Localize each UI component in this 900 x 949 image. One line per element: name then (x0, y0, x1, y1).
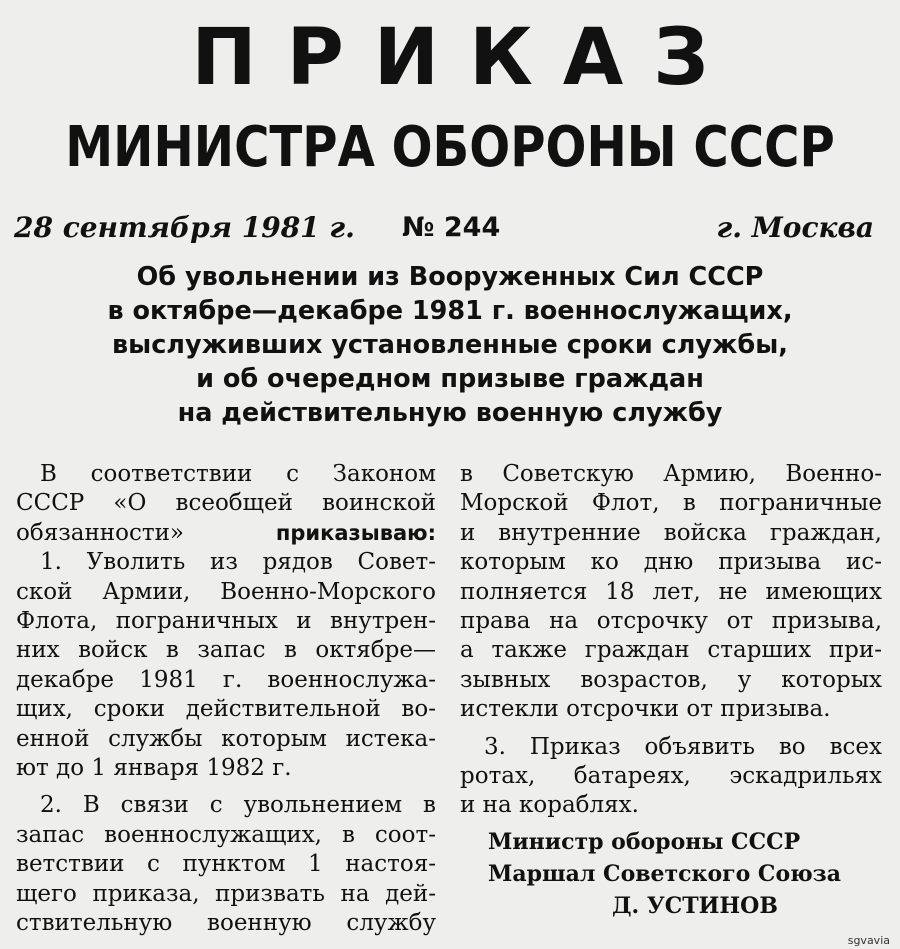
text-line: полняется 18 лет, не имеющих (460, 578, 882, 605)
paragraph-2 (16, 791, 436, 938)
text-line: ской Армии, Военно-Морского (16, 578, 436, 605)
text-line: енной службы которым истека- (16, 725, 436, 752)
text-line: СССР «О всеобщей воинской (16, 490, 436, 517)
intro-tail: обязанности» (16, 519, 184, 546)
order-city: г. Москва (716, 211, 874, 244)
text-line: истекли отсрочки от призыва. (460, 696, 831, 723)
intro-order-word: приказываю: (275, 520, 436, 545)
text-line: 1. Уволить из рядов Совет- (40, 549, 436, 576)
signature-rank: Маршал Советского Союза (488, 861, 841, 887)
text-line: Флота, пограничных и внутрен- (16, 608, 436, 635)
text-line: декабре 1981 г. военнослужа- (16, 666, 436, 693)
text-line: запас военнослужащих, в соот- (16, 821, 436, 848)
dateline (14, 206, 874, 250)
text-line (16, 519, 436, 548)
heading-line: Об увольнении из Вооруженных Сил СССР (136, 262, 764, 292)
order-date: 28 сентября 1981 г. (14, 211, 355, 244)
order-title: ПРИКАЗ (191, 13, 739, 103)
watermark: sgvavia (847, 934, 890, 947)
text-line: а также граждан старших при- (460, 637, 882, 664)
text-line: и внутренние войска граждан, (460, 519, 882, 546)
signature-title: Министр обороны СССР (488, 829, 801, 855)
intro-paragraph (16, 460, 436, 548)
heading-line: в октябре—декабре 1981 г. военнослужащих, (107, 296, 793, 326)
text-line: которым ко дню призыва ис- (460, 549, 882, 576)
text-line: 3. Приказ объявить во всех (484, 733, 882, 760)
order-subtitle: МИНИСТРА ОБОРОНЫ СССР (65, 115, 835, 180)
signature-block (488, 826, 888, 922)
text-line: и на кораблях. (460, 792, 639, 819)
text-line: щего приказа, призвать на дей- (16, 880, 436, 907)
text-line: ствительную военную службу (16, 910, 436, 937)
text-line: в Советскую Армию, Военно- (460, 461, 882, 487)
text-line: ветствии с пунктом 1 настоя- (16, 851, 436, 878)
text-line: В соответствии с Законом (40, 461, 436, 487)
paragraph-gap (460, 725, 882, 733)
text-line: ют до 1 января 1982 г. (16, 755, 292, 782)
paragraph-1 (16, 548, 436, 783)
heading-line: на действительную военную службу (177, 398, 723, 428)
paragraph-2-continued (460, 460, 882, 725)
text-line: 2. В связи с увольнением в (40, 792, 436, 819)
paragraph-3 (460, 733, 882, 821)
body-column-left (16, 460, 436, 939)
text-line: щих, сроки действительной во- (16, 696, 436, 723)
text-line: Морской Флот, в пограничные (460, 490, 882, 517)
heading-line: и об очередном призыве граждан (196, 364, 704, 394)
paragraph-gap (16, 783, 436, 791)
text-line: зывных возрастов, у которых (460, 666, 882, 693)
order-number: № 244 (402, 212, 501, 243)
body-column-right (460, 460, 882, 821)
heading-line: выслуживших установленные сроки службы, (112, 330, 788, 360)
signature-name: Д. УСТИНОВ (612, 893, 778, 919)
text-line: ротах, батареях, эскадрильях (460, 763, 882, 790)
order-heading (30, 260, 870, 430)
text-line: права на отсрочку от призыва, (460, 608, 882, 635)
text-line: них войск в запас в октябре— (16, 637, 436, 664)
